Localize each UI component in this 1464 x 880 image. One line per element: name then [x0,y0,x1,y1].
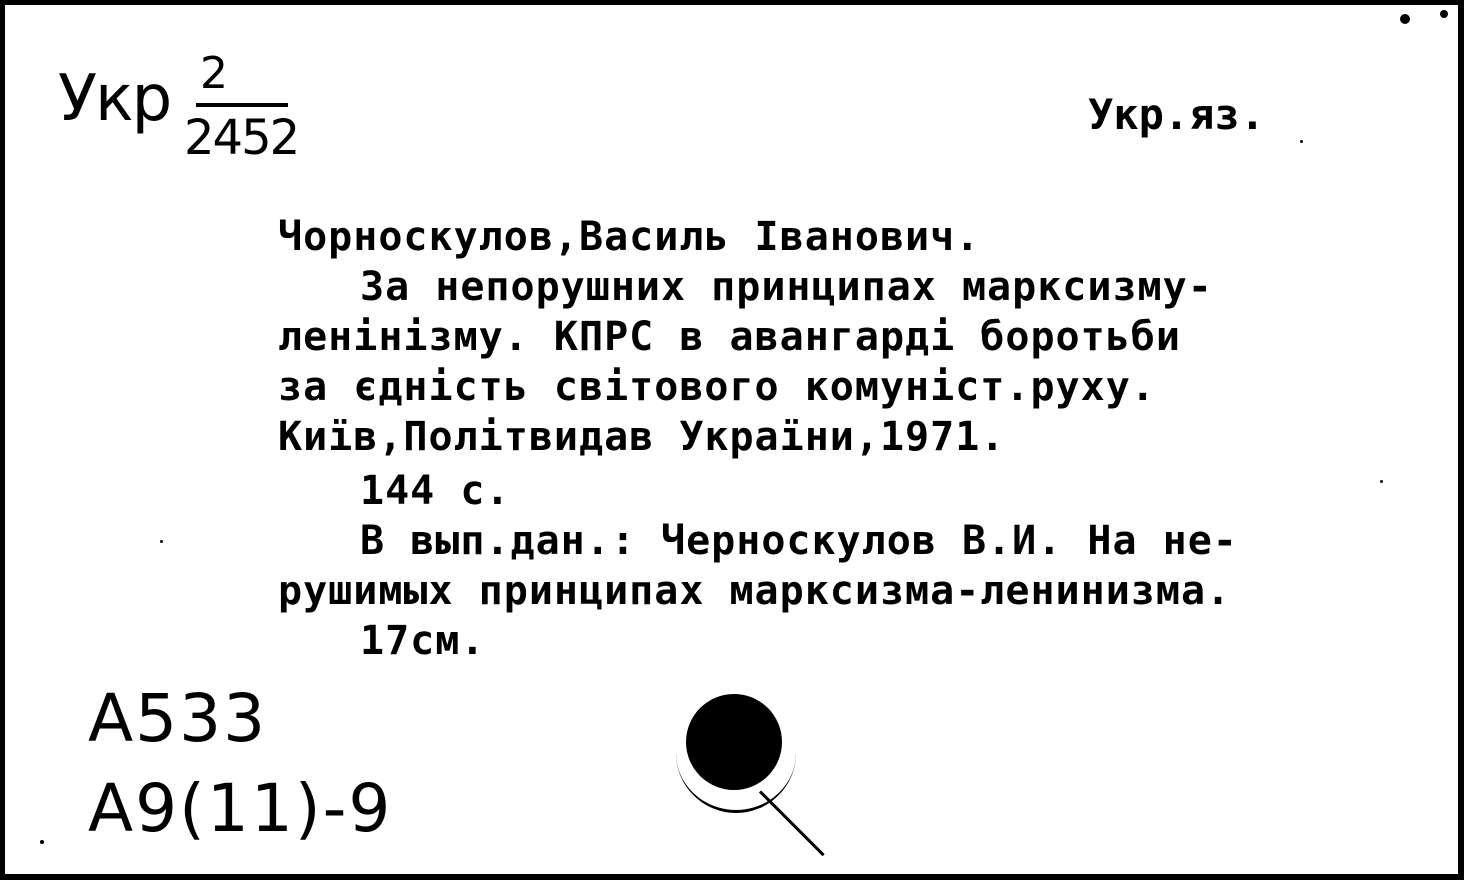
title-line-2: ленінізму. КПРС в авангарді боротьби [278,314,1181,360]
title-line-1: За непорушних принципах марксизму- [360,264,1213,310]
card-border-top [0,0,1464,5]
size-line: 17см. [360,618,486,664]
author-line: Чорноскулов,Василь Іванович. [278,214,981,260]
classification-code-1: А533 [88,680,268,757]
shelf-mark-fraction-bar [196,103,288,107]
language-label: Укр.яз. [1088,90,1266,139]
title-line-3: за єдність світового комуніст.руху. [278,364,1156,410]
card-border-right [1458,0,1464,880]
shelf-mark-numerator: 2 [200,48,228,99]
card-border-bottom [0,874,1464,880]
shelf-mark-prefix: Укр [58,62,171,136]
speck [160,540,163,543]
pagination-line: 144 с. [360,468,511,514]
speck [1400,14,1410,24]
note-line-2: рушимых принципах марксизма-ленинизма. [278,568,1232,614]
speck [1300,140,1303,143]
imprint-line: Київ,Політвидав України,1971. [278,414,1006,460]
speck [1440,10,1448,18]
punch-hole [686,694,782,790]
note-line-1: В вып.дан.: Черноскулов В.И. На не- [360,518,1238,564]
classification-code-2: А9(11)-9 [88,770,393,847]
punch-hole-scratch [759,790,825,856]
speck [1380,480,1383,483]
speck [40,840,44,844]
shelf-mark-denominator: 2452 [184,110,299,166]
card-border-left [0,0,5,880]
